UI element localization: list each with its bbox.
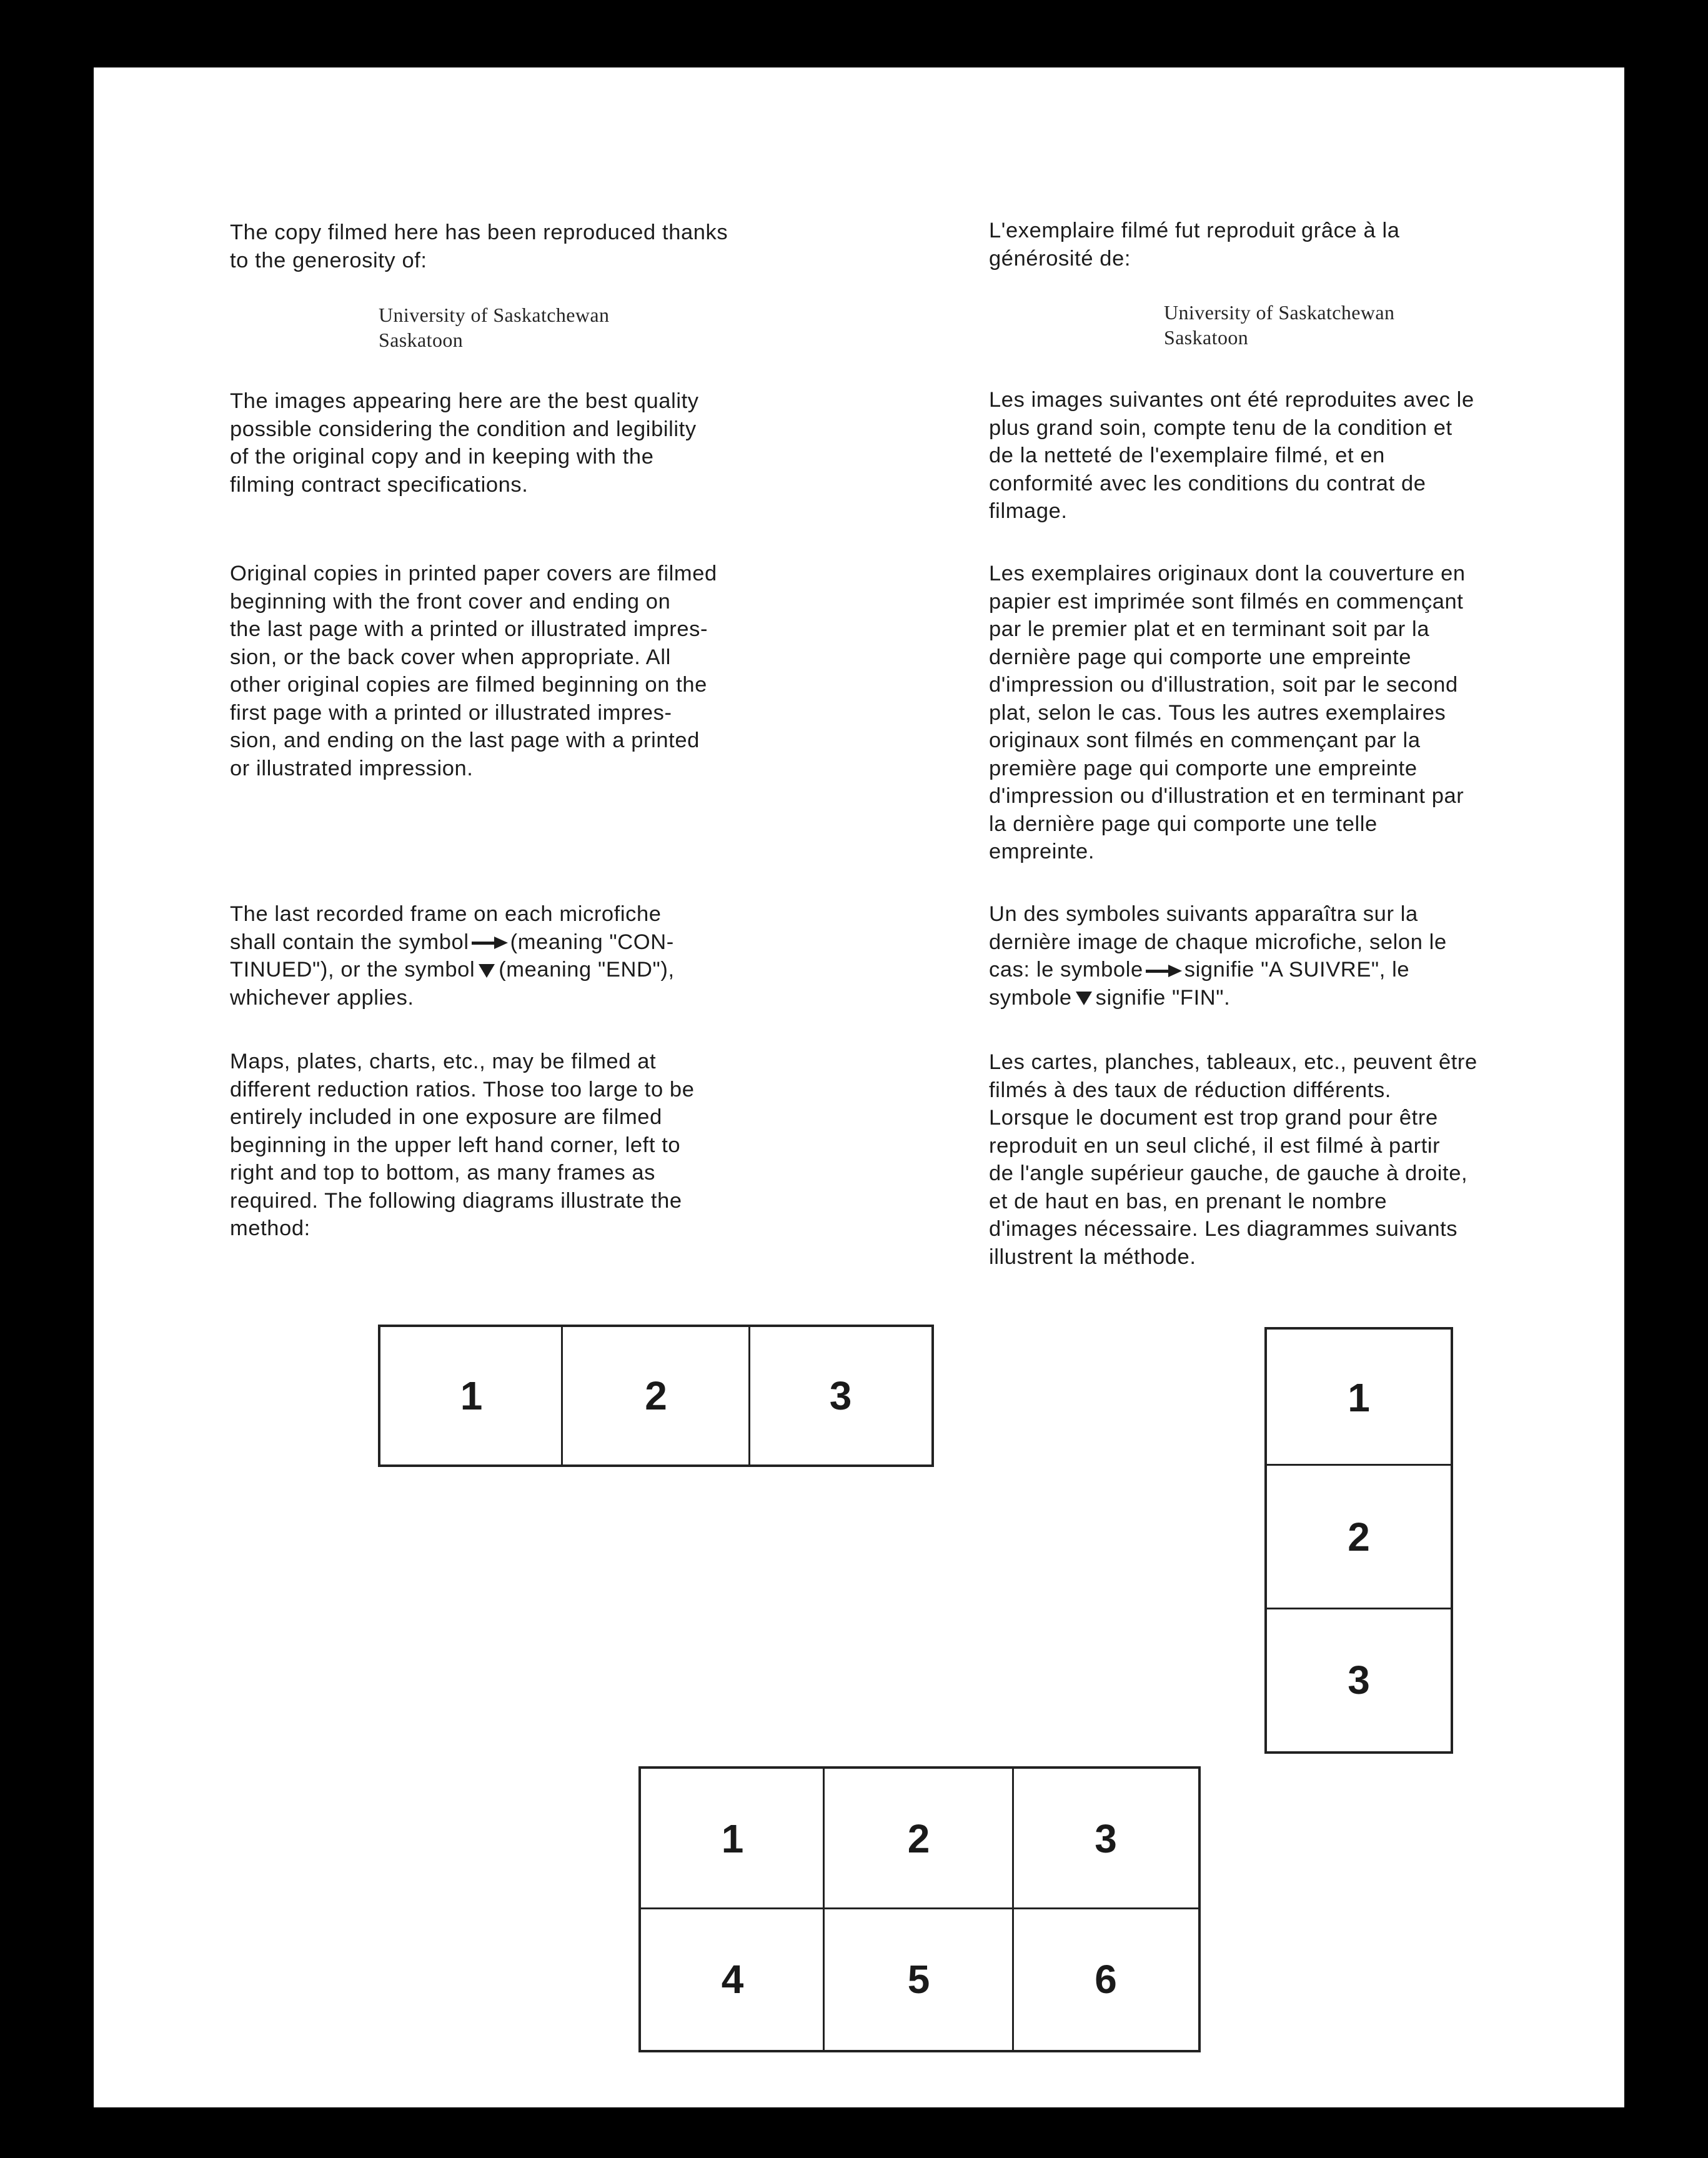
frame-cell: 4	[721, 1957, 744, 2002]
frame-cell: 1	[460, 1373, 483, 1418]
frame-cell: 2	[1348, 1514, 1370, 1559]
french-library: University of Saskatchewan Saskatoon	[1164, 301, 1395, 349]
french-maps-note: Les cartes, planches, tableaux, etc., peuvent être filmés à des taux de réduction différents. Lorsque le document est trop grand pour être reproduit en un seul cliché, il est filmé à partir de l'angle supérieur gauche, de gauche à droite, et de haut en bas, en prenant le nombre d'images nécessaire. Les diagrammes suivants illustrent la méthode.	[989, 1050, 1477, 1269]
frame-cell: 2	[645, 1373, 667, 1418]
french-original-copies: Les exemplaires originaux dont la couverture en papier est imprimée sont filmés en commençant par le premier plat et en terminant soit par la dernière page qui comporte une empreinte d'impression ou d'illustration, soit par le second plat, selon le cas. Tous les autres exemplaires originaux sont filmés en commençant par la première page qui comporte une empreinte d'impression ou d'illustration et en terminant par la dernière page qui comporte une telle empreinte.	[989, 562, 1466, 863]
frame-cell: 3	[1348, 1658, 1370, 1703]
english-original-copies: Original copies in printed paper covers are filmed beginning with the front cover and ending on the last page with a printed or illustrated impres- sion, or the back cover when appropriate. All other original copies are filmed beginning on the first page with a printed or illustrated impres- sion, and ending on the last page with a printed or illustrated impression.	[230, 562, 717, 780]
frame-cell: 3	[1095, 1816, 1117, 1861]
grid-frame-diagram	[638, 1766, 1201, 2052]
horizontal-frame-diagram	[378, 1325, 934, 1467]
frame-cell: 1	[1348, 1375, 1370, 1420]
frame-cell: 6	[1095, 1957, 1117, 2002]
french-symbol-note: Un des symboles suivants apparaîtra sur la dernière image de chaque microfiche, selon le cas: le symbole signifie "A SUIVRE", le symbole signifie "FIN".	[989, 902, 1447, 1010]
frame-cell: 2	[907, 1816, 930, 1861]
vertical-frame-diagram	[1264, 1327, 1453, 1754]
english-library: University of Saskatchewan Saskatoon	[379, 304, 610, 351]
end-triangle-icon	[479, 964, 495, 978]
english-quality: The images appearing here are the best quality possible considering the condition and legibility of the original copy and in keeping with the filming contract specifications.	[230, 389, 699, 497]
continued-arrow-icon	[472, 939, 508, 947]
frame-cell: 1	[721, 1816, 744, 1861]
english-symbol-note: The last recorded frame on each microfiche shall contain the symbol (meaning "CON- TINUED"), or the symbol (meaning "END"), whichever applies.	[230, 902, 675, 1010]
english-maps-note: Maps, plates, charts, etc., may be filmed at different reduction ratios. Those too large to be entirely included in one exposure are filmed beginning in the upper left hand corner, left to right and top to bottom, as many frames as required. The following diagrams illustrate the method:	[230, 1050, 695, 1240]
frame-cell: 5	[907, 1957, 930, 2002]
french-quality: Les images suivantes ont été reproduites avec le plus grand soin, compte tenu de la condition et de la netteté de l'exemplaire filmé, et en conformité avec les conditions du contrat de filmage.	[989, 388, 1474, 523]
frame-cell: 3	[829, 1373, 852, 1418]
french-intro: L'exemplaire filmé fut reproduit grâce à la générosité de:	[989, 219, 1400, 271]
suivre-arrow-icon	[1146, 967, 1182, 975]
film-target-page	[94, 67, 1624, 2107]
english-intro: The copy filmed here has been reproduced thanks to the generosity of:	[230, 221, 728, 272]
fin-triangle-icon	[1076, 992, 1092, 1005]
